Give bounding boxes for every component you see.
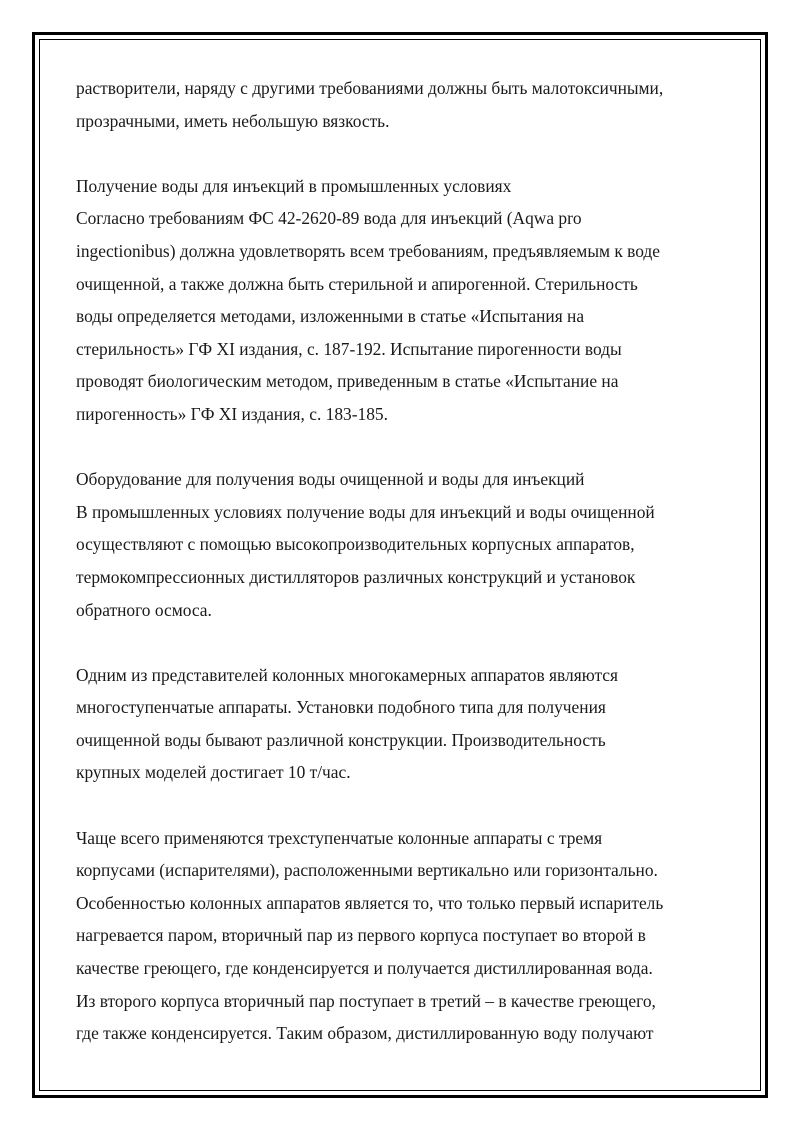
text-line: Особенностью колонных аппаратов является то, что только первый испаритель [76, 892, 664, 913]
text-line: ingectionibus) должна удовлетворять всем требованиям, предъявляемым к воде [76, 240, 661, 261]
paragraph-gap [76, 431, 736, 464]
text-line: воды определяется методами, изложенными в статье «Испытания на [76, 306, 585, 327]
text-line: очищенной воды бывают различной конструкции. Производительность [76, 729, 606, 750]
text-line: Из второго корпуса вторичный пар поступает в третий – в качестве греющего, [76, 990, 656, 1011]
text-line: термокомпрессионных дистилляторов различных конструкций и установок [76, 566, 636, 587]
text-line: обратного осмоса. [76, 599, 212, 620]
text-line: стерильность» ГФ XI издания, с. 187-192. Испытание пирогенности воды [76, 338, 622, 359]
text-line: пирогенность» ГФ XI издания, с. 183-185. [76, 403, 388, 424]
text-line: Одним из представителей колонных многокамерных аппаратов являются [76, 664, 619, 685]
text-line: проводят биологическим методом, приведенным в статье «Испытание на [76, 371, 619, 392]
paragraph-gap [76, 626, 736, 659]
text-line: Согласно требованиям ФС 42-2620-89 вода для инъекций (Aqwa pro [76, 208, 582, 229]
section-heading: Получение воды для инъекций в промышленных условиях [76, 175, 512, 196]
text-line: В промышленных условиях получение воды для инъекций и воды очищенной [76, 501, 655, 522]
paragraph-multistage-apparatus [76, 659, 736, 789]
text-line: качестве греющего, где конденсируется и получается дистиллированная вода. [76, 958, 653, 979]
text-line: очищенной, а также должна быть стерильной и апирогенной. Стерильность [76, 273, 638, 294]
paragraph-three-stage-columns [76, 822, 736, 1050]
paragraph-water-for-injection [76, 170, 736, 431]
text-line: нагревается паром, вторичный пар из первого корпуса поступает во второй в [76, 925, 646, 946]
paragraph-equipment [76, 463, 736, 626]
text-line: прозрачными, иметь небольшую вязкость. [76, 110, 390, 131]
text-line: крупных моделей достигает 10 т/час. [76, 762, 351, 783]
paragraph-solvents [76, 72, 736, 137]
text-line: Чаще всего применяются трехступенчатые колонные аппараты с тремя [76, 827, 603, 848]
document-body [76, 72, 736, 1050]
paragraph-gap [76, 789, 736, 822]
text-line: растворители, наряду с другими требованиями должны быть малотоксичными, [76, 78, 664, 98]
section-heading: Оборудование для получения воды очищенной и воды для инъекций [76, 469, 585, 490]
text-line: корпусами (испарителями), расположенными вертикально или горизонтально. [76, 860, 658, 881]
paragraph-gap [76, 137, 736, 170]
text-line: многоступенчатые аппараты. Установки подобного типа для получения [76, 697, 606, 718]
text-line: где также конденсируется. Таким образом, дистиллированную воду получают [76, 1023, 654, 1044]
text-line: осуществляют с помощью высокопроизводительных корпусных аппаратов, [76, 534, 635, 555]
